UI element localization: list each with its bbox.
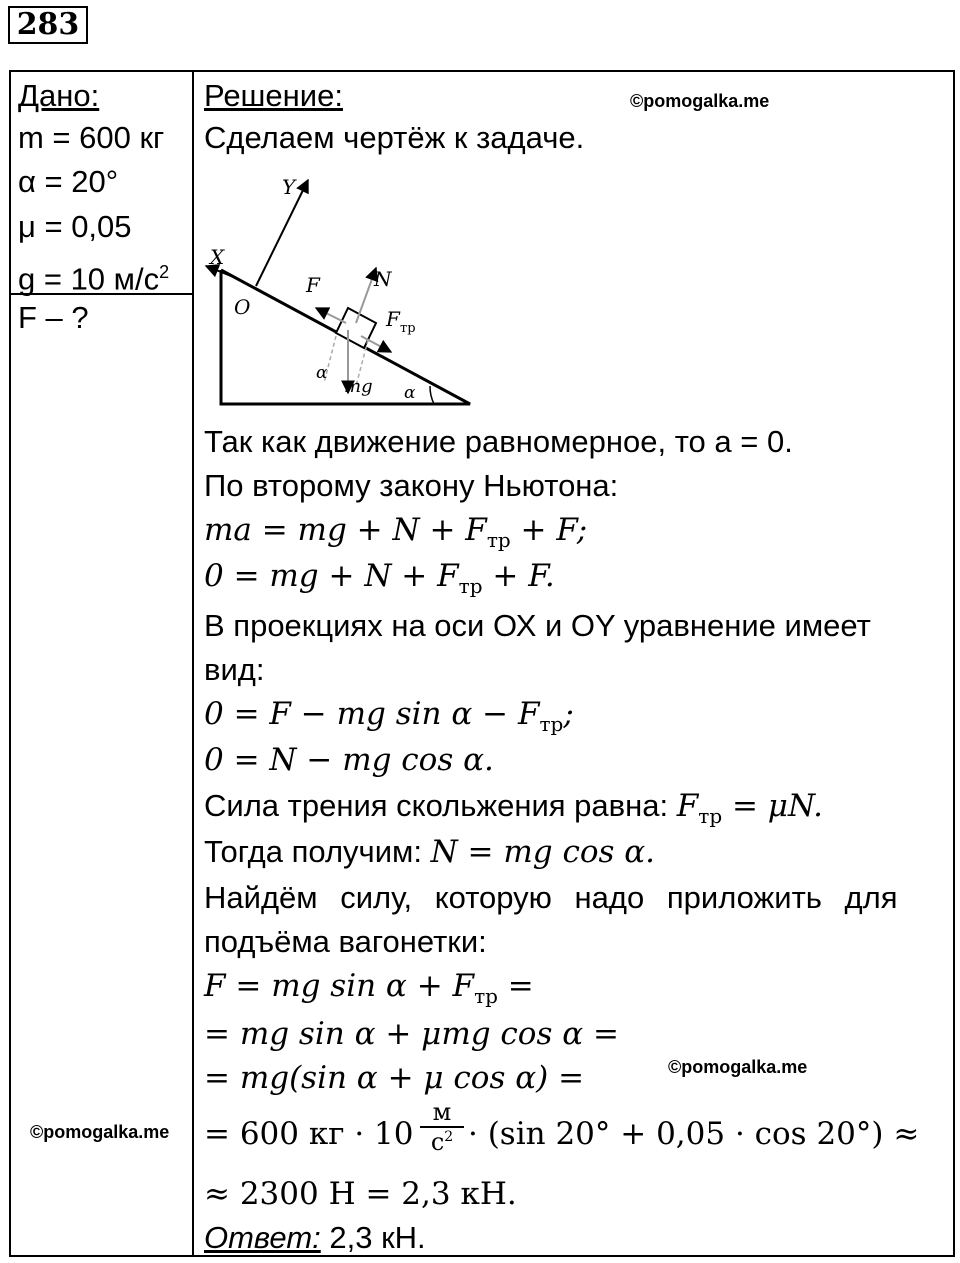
- solution-line-newton: По второму закону Ньютона:: [204, 468, 619, 503]
- equation-numeric-rhs: · (sin 20° + 0,05 · cos 20°) ≈: [468, 1116, 920, 1152]
- equation-newton-vector: ma = mg + $N + F_{тр} + F$;: [204, 512, 588, 553]
- x-axis-label: X: [210, 245, 225, 269]
- solution-line-projections: В проекциях на оси ОХ и ОY уравнение имеет: [204, 608, 871, 643]
- angle-base-label: α: [404, 383, 416, 403]
- given-g: g = 10 $м/с^2$: [18, 261, 170, 297]
- origin-label: O: [234, 295, 251, 319]
- answer-value: 2,3 кН.: [320, 1220, 426, 1255]
- unit-denominator: $с^2$: [420, 1126, 464, 1156]
- y-axis-label: Y: [282, 175, 296, 199]
- given-mu: μ = 0,05: [18, 209, 132, 244]
- solution-line-projections-cont: вид:: [204, 652, 265, 687]
- solution-line-find-force: Найдём силу, которую надо приложить для: [204, 880, 898, 915]
- gravity-label: mg: [344, 376, 373, 397]
- solution-header: Решение:: [204, 78, 343, 113]
- friction-subscript: тр: [400, 321, 416, 336]
- answer-label: Ответ:: [204, 1220, 321, 1255]
- incline-diagram: [196, 168, 486, 413]
- unit-fraction: [420, 1098, 464, 1156]
- problem-number: 283: [8, 6, 88, 44]
- equation-force-3: = mg(sin α + μ cos α) =: [204, 1060, 585, 1096]
- watermark-left: ©pomogalka.me: [30, 1122, 170, 1142]
- solution-line-find-force-cont: подъёма вагонетки:: [204, 924, 487, 959]
- applied-force-arrow: [316, 308, 346, 323]
- watermark-bottom: ©pomogalka.me: [668, 1057, 808, 1077]
- equation-force-2: = mg sin α + μmg cos α =: [204, 1016, 619, 1052]
- column-divider: [192, 70, 194, 1257]
- equation-numeric-lhs: = 600 кг · 10: [204, 1116, 414, 1152]
- given-angle: α = 20°: [18, 164, 119, 199]
- force-f-label: F: [306, 273, 320, 297]
- unit-numerator: м: [432, 1098, 452, 1126]
- normal-force-arrow: [356, 268, 376, 323]
- equation-force-1: F = mg $\sin \alpha + F_{тр}$ =: [204, 968, 534, 1009]
- given-mass: m = 600 кг: [18, 120, 165, 155]
- solution-line-friction: Сила трения скольжения равна: $F_{тр} = \mu N$.: [204, 788, 823, 829]
- angle-arc: [430, 386, 434, 404]
- solution-line-uniform: Так как движение равномерное, то a = 0.: [204, 424, 793, 459]
- cart-block: [336, 308, 376, 348]
- find-quantity: F – ?: [18, 300, 89, 335]
- normal-label: N: [374, 267, 392, 291]
- watermark-top: ©pomogalka.me: [630, 91, 770, 111]
- equation-ox: 0 = F − mg $\sin \alpha - F_{тр}$;: [204, 696, 574, 737]
- friction-label: F: [386, 307, 400, 331]
- angle-small-label: α: [316, 363, 328, 383]
- answer-line: [204, 1218, 426, 1258]
- solution-intro: Сделаем чертёж к задаче.: [204, 120, 585, 155]
- given-header: Дано:: [18, 78, 100, 113]
- solution-line-then: Тогда получим: N = mg cos α.: [204, 834, 656, 870]
- equation-oy: 0 = N − mg cos α.: [204, 742, 494, 778]
- equation-result: ≈ 2300 Н = 2,3 кН.: [204, 1176, 517, 1212]
- equation-zero-sum: 0 = mg + $N + F_{тр} + F$.: [204, 558, 555, 599]
